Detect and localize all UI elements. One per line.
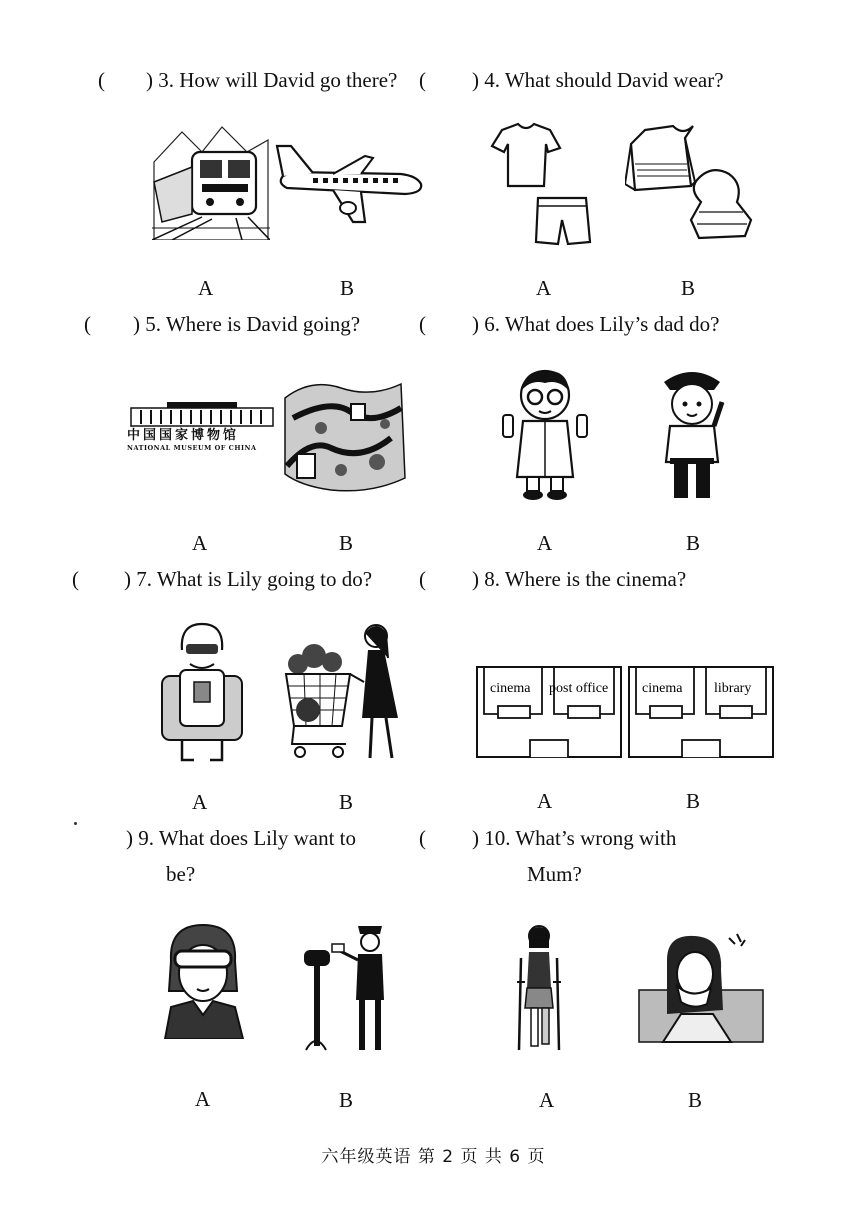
postwoman-picture bbox=[302, 920, 392, 1054]
option-a-q10[interactable]: A bbox=[539, 1088, 555, 1112]
option-a-q8[interactable]: A bbox=[537, 789, 553, 813]
cinema-viewer-picture bbox=[160, 620, 244, 764]
broken-leg-picture bbox=[515, 922, 563, 1052]
shopping-picture bbox=[280, 622, 408, 764]
great-wall-picture bbox=[281, 378, 409, 494]
option-b-q9[interactable]: B bbox=[339, 1088, 354, 1112]
map-option-a bbox=[476, 666, 622, 758]
option-a-q6[interactable]: A bbox=[537, 531, 553, 555]
question-6: ) 6. What does Lily’s dad do? bbox=[472, 312, 720, 336]
option-a-q9[interactable]: A bbox=[195, 1087, 211, 1111]
question-5: ) 5. Where is David going? bbox=[133, 312, 361, 336]
museum-chinese-name: 中国国家博物馆 bbox=[127, 428, 240, 443]
option-b-q8[interactable]: B bbox=[686, 789, 701, 813]
answer-paren-q7[interactable]: ( bbox=[72, 567, 79, 591]
option-a-q7[interactable]: A bbox=[192, 790, 208, 814]
answer-paren-q5[interactable]: ( bbox=[84, 312, 91, 336]
map-b-left-label: cinema bbox=[642, 681, 683, 696]
policeman-picture bbox=[656, 362, 728, 502]
option-b-q4[interactable]: B bbox=[681, 276, 696, 300]
map-b-right-label: library bbox=[714, 681, 752, 696]
sick-woman-picture bbox=[637, 930, 765, 1046]
map-a-right-label: post office bbox=[549, 681, 609, 696]
national-museum-picture bbox=[127, 402, 277, 452]
question-7: ) 7. What is Lily going to do? bbox=[124, 567, 373, 591]
answer-paren-q4[interactable]: ( bbox=[419, 68, 426, 92]
train-picture bbox=[152, 122, 270, 240]
question-4: ) 4. What should David wear? bbox=[472, 68, 724, 92]
tshirt-shorts-picture bbox=[488, 122, 598, 250]
question-8: ) 8. Where is the cinema? bbox=[472, 567, 687, 591]
sweater-coat-picture bbox=[625, 124, 757, 244]
page-footer: 六年级英语 第 2 页 共 6 页 bbox=[321, 1147, 546, 1167]
scientist-picture bbox=[497, 365, 593, 501]
option-b-q6[interactable]: B bbox=[686, 531, 701, 555]
question-3: ) 3. How will David go there? bbox=[146, 68, 398, 92]
museum-english-name: NATIONAL MUSEUM OF CHINA bbox=[127, 444, 257, 452]
option-a-q4[interactable]: A bbox=[536, 276, 552, 300]
airplane-picture bbox=[273, 138, 425, 228]
option-b-q3[interactable]: B bbox=[340, 276, 355, 300]
question-9-continued: be? bbox=[166, 862, 196, 886]
pilot-picture bbox=[157, 921, 249, 1039]
answer-paren-q8[interactable]: ( bbox=[419, 567, 426, 591]
question-10: ) 10. What’s wrong with bbox=[472, 826, 677, 850]
option-b-q7[interactable]: B bbox=[339, 790, 354, 814]
map-option-b bbox=[628, 666, 774, 758]
question-10-continued: Mum? bbox=[527, 862, 582, 886]
map-a-left-label: cinema bbox=[490, 681, 531, 696]
option-b-q5[interactable]: B bbox=[339, 531, 354, 555]
answer-paren-q6[interactable]: ( bbox=[419, 312, 426, 336]
option-b-q10[interactable]: B bbox=[688, 1088, 703, 1112]
option-a-q5[interactable]: A bbox=[192, 531, 208, 555]
question-9: ) 9. What does Lily want to bbox=[126, 826, 356, 850]
stray-dot bbox=[74, 822, 77, 825]
option-a-q3[interactable]: A bbox=[198, 276, 214, 300]
answer-paren-q3[interactable]: ( bbox=[98, 68, 105, 92]
answer-paren-q10[interactable]: ( bbox=[419, 826, 426, 850]
